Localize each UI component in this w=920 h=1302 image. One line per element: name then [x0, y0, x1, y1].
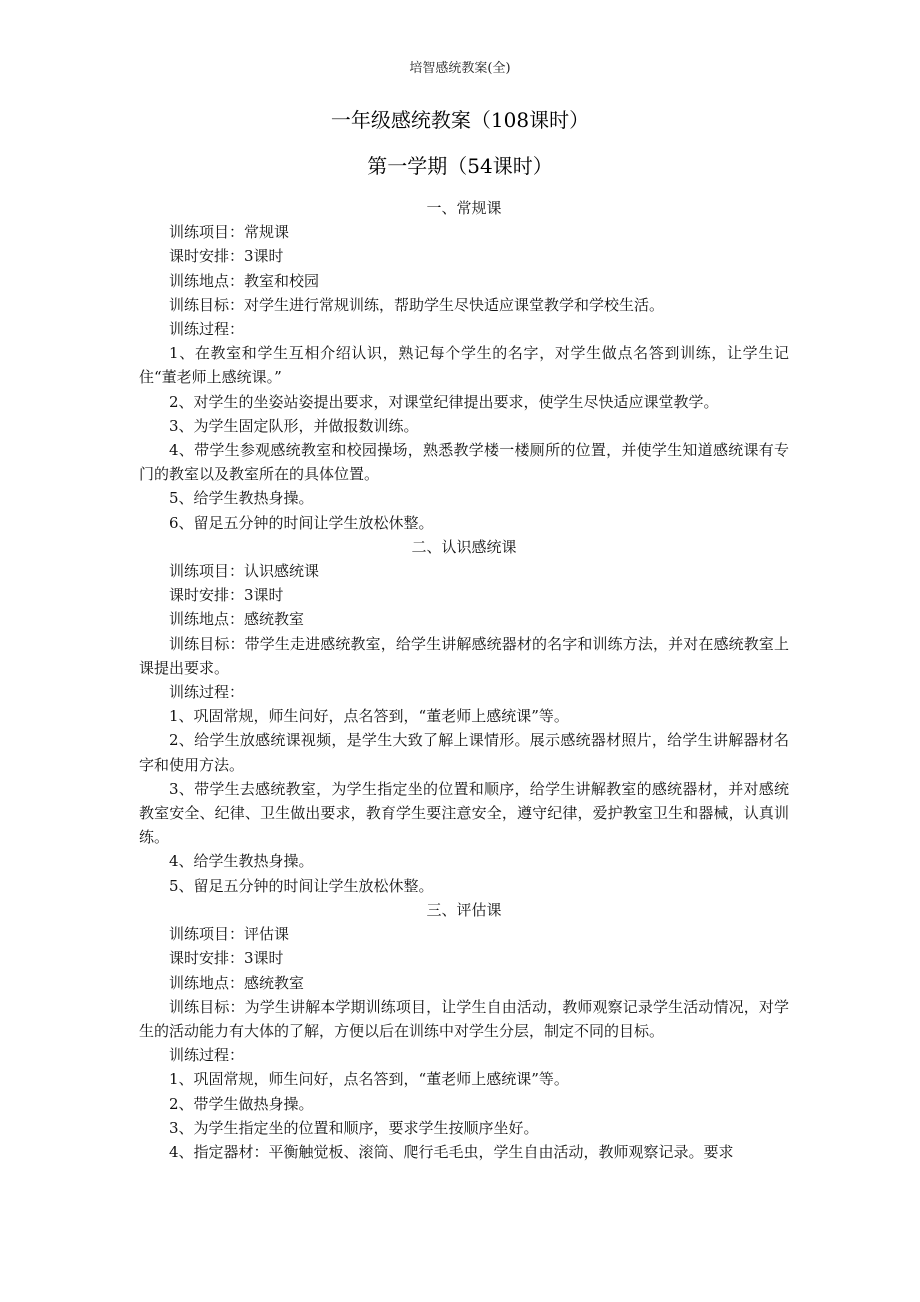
training-goal: 训练目标：带学生走进感统教室，给学生讲解感统器材的名字和训练方法，并对在感统教室上课提出要求。 — [139, 634, 789, 677]
section-heading: 三、评估课 — [426, 900, 502, 919]
process-step: 2、给学生放感统课视频，是学生大致了解上课情形。展示感统器材照片，给学生讲解器材名字和使用方法。 — [139, 731, 789, 774]
process-label: 训练过程： — [169, 683, 245, 702]
process-step: 1、在教室和学生互相介绍认识，熟记每个学生的名字，对学生做点名答到训练，让学生记住“董老师上感统课。” — [139, 344, 789, 387]
training-schedule: 课时安排：3课时 — [169, 949, 284, 968]
training-location: 训练地点：感统教室 — [169, 973, 305, 992]
running-header: 培智感统教案(全) — [409, 61, 511, 76]
process-step: 3、带学生去感统教室，为学生指定坐的位置和顺序，给学生讲解教室的感统器材，并对感统教室安全、纪律、卫生做出要求，教育学生要注意安全，遵守纪律，爱护教室卫生和器械，认真训练。 — [139, 779, 789, 847]
training-schedule: 课时安排：3课时 — [169, 247, 284, 266]
process-step: 2、带学生做热身操。 — [169, 1094, 314, 1113]
process-step: 1、巩固常规，师生问好，点名答到，“董老师上感统课”等。 — [169, 707, 569, 726]
training-location: 训练地点：感统教室 — [169, 610, 305, 629]
process-step: 2、对学生的坐姿站姿提出要求，对课堂纪律提出要求，使学生尽快适应课堂教学。 — [169, 392, 719, 411]
training-goal: 训练目标：为学生讲解本学期训练项目，让学生自由活动，教师观察记录学生活动情况，对学生的活动能力有大体的了解，方便以后在训练中对学生分层，制定不同的目标。 — [139, 997, 789, 1040]
process-step: 4、带学生参观感统教室和校园操场，熟悉教学楼一楼厕所的位置，并使学生知道感统课有专门的教室以及教室所在的具体位置。 — [139, 441, 789, 484]
process-step: 6、留足五分钟的时间让学生放松休整。 — [169, 513, 434, 532]
training-location: 训练地点：教室和校园 — [169, 271, 320, 290]
document-title: 一年级感统教案（108课时） — [330, 108, 590, 132]
training-goal: 训练目标：对学生进行常规训练，帮助学生尽快适应课堂教学和学校生活。 — [169, 295, 665, 314]
process-step: 5、留足五分钟的时间让学生放松休整。 — [169, 876, 434, 895]
process-step: 4、给学生教热身操。 — [169, 852, 314, 871]
process-step: 3、为学生固定队形，并做报数训练。 — [169, 416, 419, 435]
process-label: 训练过程： — [169, 1046, 245, 1065]
process-step: 5、给学生教热身操。 — [169, 489, 314, 508]
training-project: 训练项目：认识感统课 — [169, 562, 320, 581]
process-step: 1、巩固常规，师生问好，点名答到，“董老师上感统课”等。 — [169, 1070, 569, 1089]
section-heading: 一、常规课 — [426, 199, 502, 217]
semester-title: 第一学期（54课时） — [367, 154, 553, 178]
training-schedule: 课时安排：3课时 — [169, 586, 284, 605]
training-project: 训练项目：常规课 — [169, 223, 290, 242]
training-project: 训练项目：评估课 — [169, 925, 290, 944]
section-heading: 二、认识感统课 — [411, 537, 517, 556]
process-step: 3、为学生指定坐的位置和顺序，要求学生按顺序坐好。 — [169, 1118, 539, 1137]
document-body — [139, 196, 789, 1164]
process-label: 训练过程： — [169, 320, 245, 339]
process-step: 4、指定器材：平衡触觉板、滚筒、爬行毛毛虫，学生自由活动，教师观察记录。要求 — [169, 1142, 734, 1161]
